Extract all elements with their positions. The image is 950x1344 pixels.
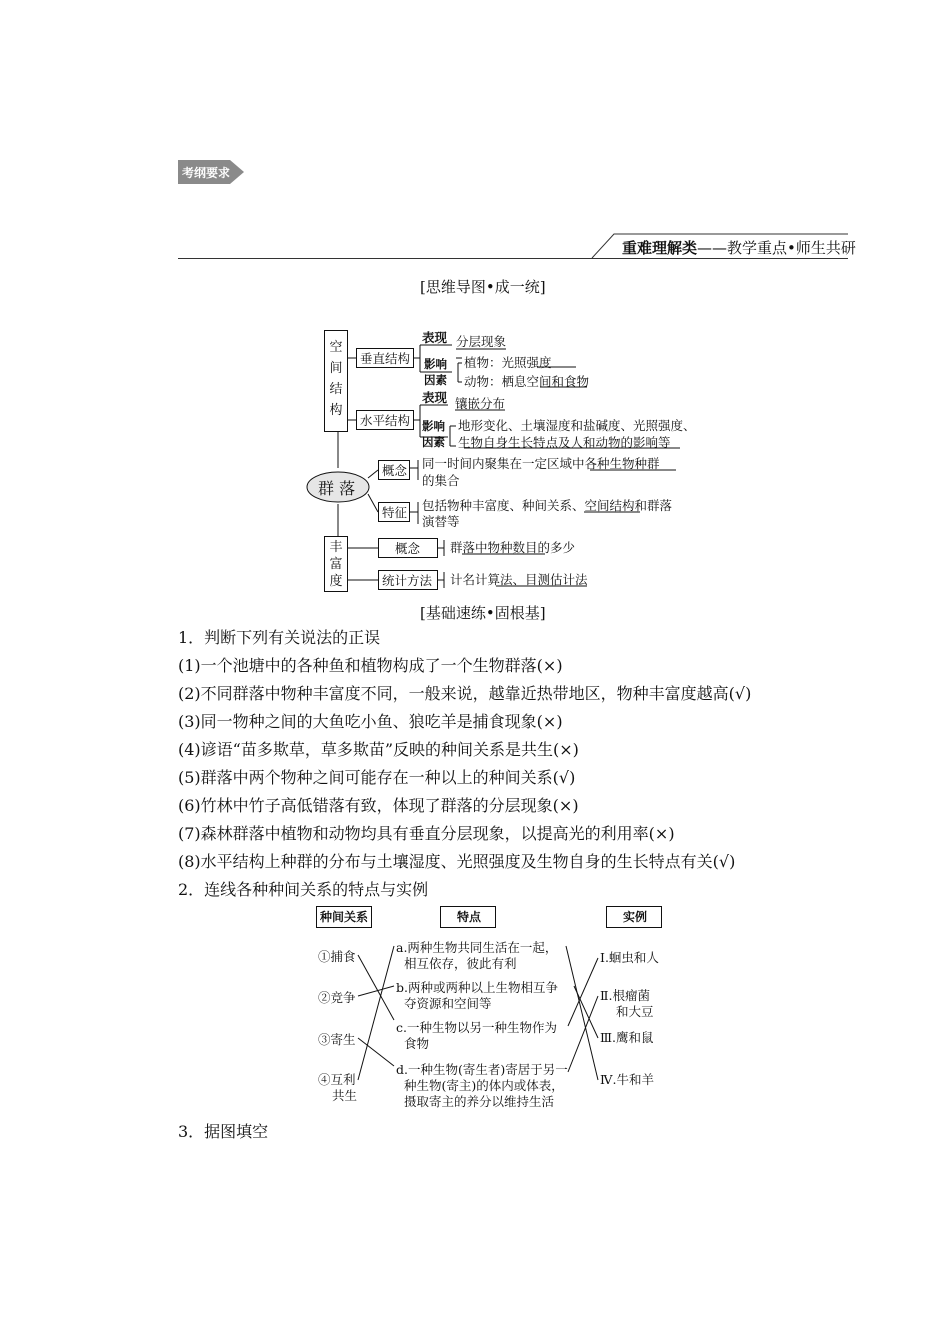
h-yingxiang-label: 影响 [422, 419, 445, 433]
example-1: Ⅰ.蛔虫和人 [600, 950, 659, 965]
example-header-box [606, 906, 662, 928]
relation-header: 种间关系 [320, 910, 369, 924]
question-3: 3．据图填空 [178, 1122, 269, 1141]
feature-d-line2: 种生物(寄主)的体内或体表， [404, 1078, 564, 1093]
v-animal-text: 动物：栖息空间和食物 [464, 374, 590, 389]
richness-label: 丰富度 [329, 540, 343, 589]
v-show-text: 分层现象 [456, 334, 507, 349]
v-yinsu-label: 因素 [424, 373, 447, 387]
statement-1: (1)一个池塘中的各种鱼和植物构成了一个生物群落(×) [178, 656, 563, 675]
section-header-bold: 重难理解类 [622, 239, 698, 257]
relation-parasitism: ③寄生 [318, 1032, 356, 1047]
statement-4: (4)谚语“苗多欺草，草多欺苗”反映的种间关系是共生(×) [178, 740, 579, 759]
question-1: 1．判断下列有关说法的正误 [178, 628, 381, 647]
relation-predation: ①捕食 [318, 949, 356, 964]
statement-2: (2)不同群落中物种丰富度不同，一般来说，越靠近热带地区，物种丰富度越高(√) [178, 684, 752, 703]
h-factor-line2: 生物自身生长特点及人和动物的影响等 [458, 435, 671, 450]
concept-label: 概念 [382, 463, 408, 478]
richness-method-text: 计名计算法、目测估计法 [450, 572, 588, 587]
h-yinsu-label: 因素 [422, 435, 445, 449]
example-4: Ⅳ.牛和羊 [600, 1072, 654, 1087]
feature-a-line2: 相互依存，彼此有利 [404, 956, 517, 971]
statement-7: (7)森林群落中植物和动物均具有垂直分层现象，以提高光的利用率(×) [178, 824, 675, 843]
statement-3: (3)同一物种之间的大鱼吃小鱼、狼吃羊是捕食现象(×) [178, 712, 563, 731]
statement-8: (8)水平结构上种群的分布与土壤湿度、光照强度及生物自身的生长特点有关(√) [178, 852, 736, 871]
community-label: 群 落 [318, 479, 356, 498]
relation-header-box [316, 906, 372, 928]
feature-header-box [440, 906, 496, 928]
feature-a-line1: a.两种生物共同生活在一起， [396, 940, 558, 955]
vertical-structure-label: 垂直结构 [360, 351, 411, 366]
section-header-rest: ——教学重点•师生共研 [697, 239, 856, 257]
feature-text-line1: 包括物种丰富度、种间关系、空间结构和群落 [422, 498, 673, 513]
statement-5: (5)群落中两个物种之间可能存在一种以上的种间关系(√) [178, 768, 576, 787]
feature-c-line1: c.一种生物以另一种生物作为 [396, 1020, 557, 1035]
feature-b-line1: b.两种或两种以上生物相互争 [396, 980, 558, 995]
basics-title: [基础速练•固根基] [420, 604, 546, 622]
v-yingxiang-label: 影响 [424, 357, 447, 371]
feature-c-line2: 食物 [404, 1036, 430, 1051]
feature-header: 特点 [457, 910, 482, 924]
concept-text-line1: 同一时间内聚集在一定区域中各种生物种群 [422, 456, 660, 471]
richness-concept-label: 概念 [395, 541, 421, 556]
example-2-line2: 和大豆 [616, 1004, 654, 1019]
h-factor-line1: 地形变化、土壤湿度和盐碱度、光照强度、 [458, 418, 696, 433]
tag-label: 考纲要求 [182, 166, 231, 180]
question-2: 2．连线各种种间关系的特点与实例 [178, 880, 429, 899]
h-show-text: 镶嵌分布 [455, 396, 506, 411]
feature-d-line3: 摄取寄主的养分以维持生活 [404, 1094, 555, 1109]
h-biaoxian-label: 表现 [422, 390, 448, 405]
richness-concept-text: 群落中物种数目的多少 [450, 540, 576, 555]
example-header: 实例 [623, 910, 648, 924]
example-2: Ⅱ.根瘤菌 [600, 988, 650, 1003]
relation-mutualism: ④互利 [318, 1072, 356, 1087]
relation-competition: ②竞争 [318, 990, 356, 1005]
horizontal-structure-label: 水平结构 [360, 413, 411, 428]
richness-method-label: 统计方法 [382, 573, 433, 588]
mindmap-title: [思维导图•成一统] [420, 278, 546, 296]
feature-b-line2: 夺资源和空间等 [404, 996, 492, 1011]
feature-text-line2: 演替等 [422, 514, 460, 529]
spatial-structure-label: 空间结构 [329, 340, 343, 418]
concept-text-line2: 的集合 [422, 473, 460, 488]
statement-6: (6)竹林中竹子高低错落有致，体现了群落的分层现象(×) [178, 796, 579, 815]
example-3: Ⅲ.鹰和鼠 [600, 1030, 654, 1045]
v-plant-text: 植物：光照强度 [464, 355, 552, 370]
feature-d-line1: d.一种生物(寄生者)寄居于另一 [396, 1062, 568, 1077]
v-biaoxian-label: 表现 [422, 330, 448, 345]
relation-mutualism-line2: 共生 [332, 1088, 358, 1103]
feature-label: 特征 [382, 505, 408, 520]
